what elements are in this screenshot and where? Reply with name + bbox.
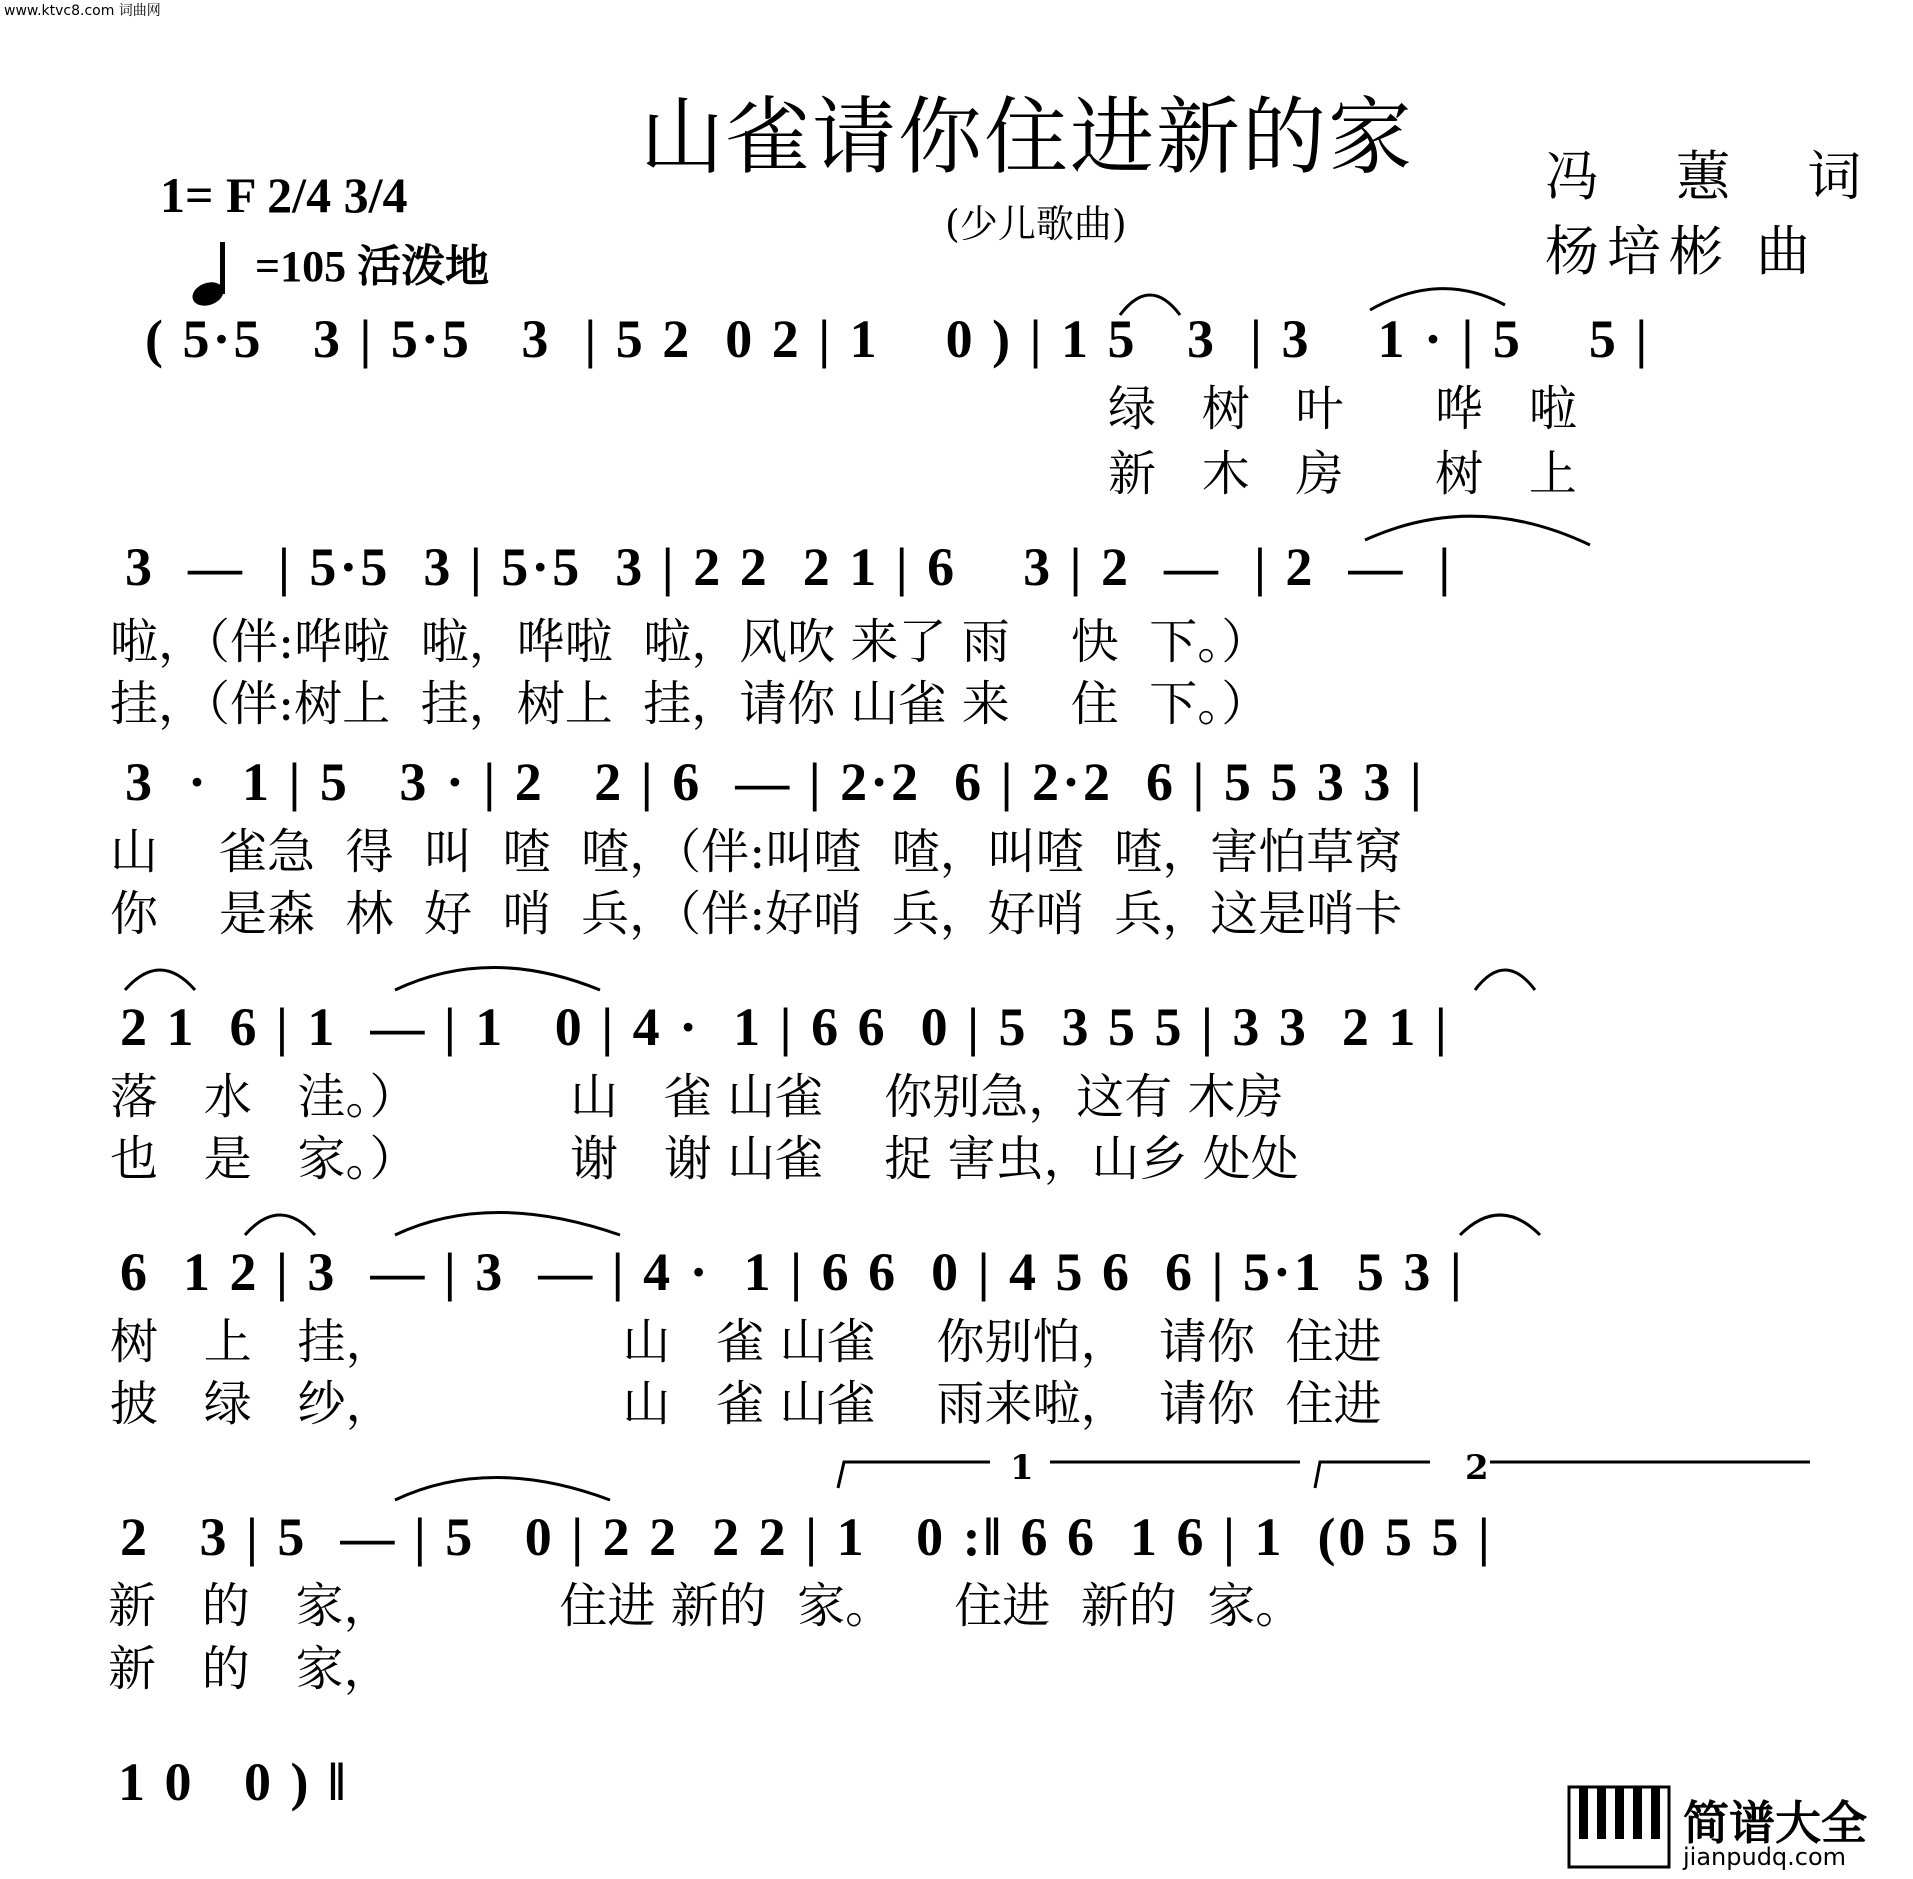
score-row-6-lyrics-verse-1: 新 的 家， 住进 新的 家。 住进 新的 家。: [108, 1578, 1304, 1634]
score-row-1-lyrics-verse-2: 新 木 房 树 上: [1108, 446, 1577, 502]
score-row-1-lyrics-verse-1: 绿 树 叶 哗 啦: [1108, 381, 1577, 437]
song-subtitle: (少儿歌曲): [945, 202, 1127, 246]
score-row-3-notes: 3 · 1 | 5 3 · | 2 2 | 6 — | 2·2 6 | 2·2 6 | 5 5 3 3 |: [125, 752, 1425, 812]
source-watermark: www.ktvc8.com 词曲网: [4, 3, 161, 19]
score-row-4-lyrics-verse-2: 也 是 家。） 谢 谢 山雀 捉 害虫，山乡 处处: [110, 1131, 1299, 1187]
score-row-5-lyrics-verse-2: 披 绿 纱， 山 雀 山雀 雨来啦， 请你 住进: [110, 1376, 1382, 1432]
score-row-5-notes: 6 1 2 | 3 — | 3 — | 4 · 1 | 6 6 0 | 4 5 6 6 | 5·1 5 3 |: [120, 1242, 1465, 1302]
score-row-6-lyrics-verse-2: 新 的 家，: [108, 1641, 392, 1697]
tempo-marking: =105 活泼地: [255, 242, 490, 291]
score-row-3-lyrics-verse-2: 你 是森 林 好 哨 兵，（伴:好哨 兵，好哨 兵，这是哨卡: [110, 886, 1403, 942]
key-signature: 1= F 2/4 3/4: [160, 167, 408, 223]
score-row-1-notes: ( 5·5 3 | 5·5 3 | 5 2 0 2 | 1 0 ) | 1 5 3 | 3 1 · | 5 5 |: [145, 309, 1651, 369]
logo-url: jianpudq.com: [1683, 1843, 1847, 1871]
piano-keys-icon: [1565, 1783, 1675, 1871]
score-row-3-lyrics-verse-1: 山 雀急 得 叫 喳 喳，（伴:叫喳 喳，叫喳 喳，害怕草窝: [110, 824, 1403, 880]
score-row-4-lyrics-verse-1: 落 水 洼。） 山 雀 山雀 你别急，这有 木房: [110, 1069, 1284, 1125]
score-row-5-lyrics-verse-1: 树 上 挂， 山 雀 山雀 你别怕， 请你 住进: [110, 1314, 1382, 1370]
score-row-7-notes: 1 0 0 ) ‖: [118, 1752, 349, 1812]
logo-text: 简谱大全: [1683, 1796, 1867, 1850]
score-row-6-notes: 2 3 | 5 — | 5 0 | 2 2 2 2 | 1 0 :‖ 6 6 1 6 | 1 (0 5 5 |: [120, 1507, 1493, 1567]
composer-credit: 杨培彬 曲: [1545, 220, 1819, 283]
lyricist-credit: 冯 蕙 词: [1545, 145, 1892, 208]
score-row-2-lyrics-verse-2: 挂，（伴:树上 挂，树上 挂，请你 山雀 来 住 下。）: [110, 676, 1270, 732]
jianpudq-logo: [1565, 1783, 1905, 1873]
volta-2-label: 2: [1465, 1448, 1489, 1488]
score-row-2-notes: 3 — | 5·5 3 | 5·5 3 | 2 2 2 1 | 6 3 | 2 — | 2 — |: [125, 537, 1454, 597]
score-row-2-lyrics-verse-1: 啦，（伴:哗啦 啦，哗啦 啦，风吹 来了 雨 快 下。）: [110, 614, 1270, 670]
score-row-4-notes: 2 1 6 | 1 — | 1 0 | 4 · 1 | 6 6 0 | 5 3 5 5 | 3 3 2 1 |: [120, 997, 1450, 1057]
song-title: 山雀请你住进新的家: [640, 88, 1415, 186]
volta-1-label: 1: [1010, 1448, 1034, 1488]
